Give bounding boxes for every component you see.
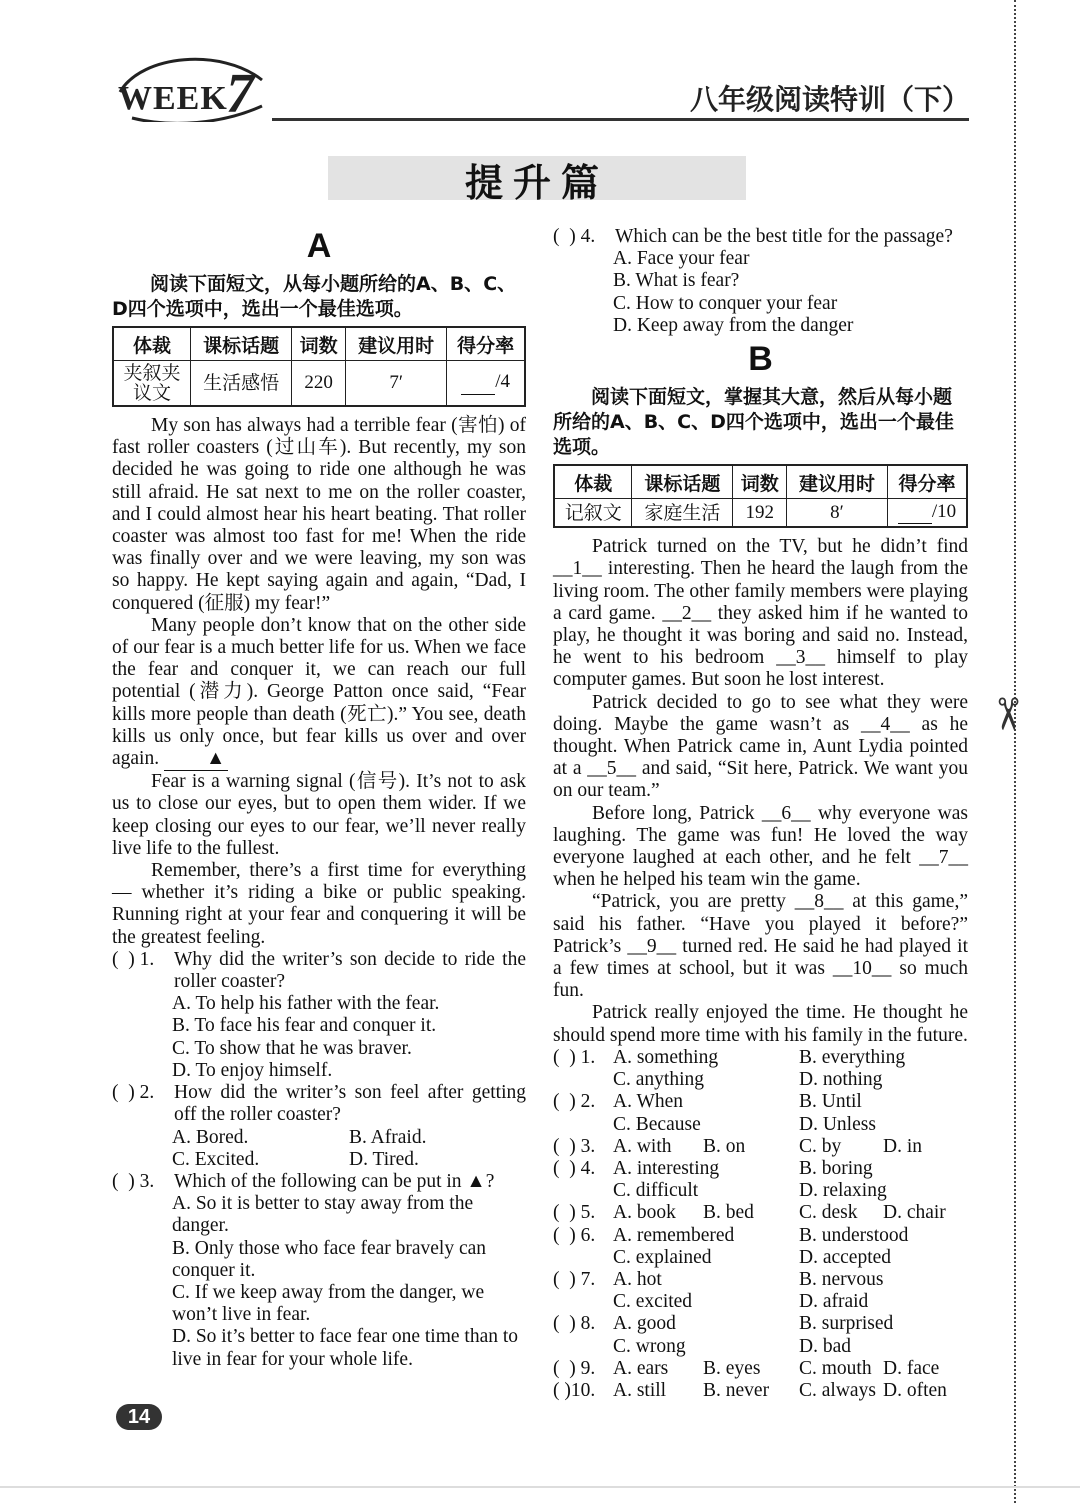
option[interactable]: C. explained	[613, 1246, 712, 1268]
option[interactable]: A. ears	[613, 1357, 669, 1379]
table-header: 得分率	[887, 465, 967, 499]
table-header: 课标话题	[191, 327, 292, 361]
cloze-question	[553, 1047, 968, 1069]
option[interactable]: B. surprised	[799, 1313, 894, 1335]
option[interactable]: D. accepted	[799, 1246, 892, 1268]
option[interactable]: D. Unless	[799, 1113, 876, 1135]
option[interactable]: D. relaxing	[799, 1180, 887, 1202]
option[interactable]: C. mouth	[799, 1357, 872, 1379]
answer-bracket[interactable]: ( ) 9.	[553, 1357, 596, 1379]
question-text: How did the writer’s son feel after getting off the roller coaster?	[174, 1082, 526, 1126]
table-header: 得分率	[447, 327, 525, 361]
answer-bracket[interactable]: ( ) 8.	[553, 1313, 596, 1335]
passage-a-instructions: 阅读下面短文，从每小题所给的A、B、C、D四个选项中，选出一个最佳选项。	[112, 273, 517, 320]
option[interactable]: A. Face your fear	[613, 248, 750, 270]
question-number: 9.	[580, 1357, 596, 1379]
option[interactable]: D. So it’s better to face fear one time than to live in fear for your whole life.	[172, 1326, 519, 1370]
passage-b-info-table	[553, 464, 968, 528]
cloze-question-cont	[553, 1247, 968, 1269]
score-value: /4	[495, 371, 511, 393]
cloze-question	[553, 1202, 968, 1224]
passage-b-paragraph: Patrick decided to go to see what they were doing. Maybe the game wasn’t as __4__ as he thought. When Patrick came in, Aunt Lydia pointed at a __5__ and said, “Sit here, Patrick. We want you on our team.”	[553, 691, 968, 802]
cloze-question-cont	[553, 1114, 968, 1136]
table-cell-genre: 夹叙夹议文	[113, 361, 191, 407]
option[interactable]: A. So it is better to stay away from the danger.	[172, 1193, 474, 1237]
cloze-question	[553, 1269, 968, 1291]
option[interactable]: A. interesting	[613, 1157, 720, 1179]
option[interactable]: C. by	[799, 1135, 842, 1157]
answer-bracket[interactable]: ( ) 5.	[553, 1202, 596, 1224]
option[interactable]: B. nervous	[799, 1268, 884, 1290]
question-4	[553, 226, 968, 248]
table-cell-topic: 生活感悟	[191, 361, 292, 407]
option[interactable]: A. something	[613, 1046, 719, 1068]
week-number: 7	[226, 63, 254, 125]
passage-b-instructions: 阅读下面短文，掌握其大意，然后从每小题所给的A、B、C、D四个选项中，选出一个最佳选项。	[553, 386, 954, 459]
answer-bracket[interactable]: ( ) 1.	[112, 948, 155, 970]
question-number: 7.	[580, 1268, 596, 1290]
option[interactable]: B. Only those who face fear bravely can conquer it.	[172, 1237, 487, 1281]
question-text: Which of the following can be put in ▲?	[174, 1170, 495, 1192]
option[interactable]: A. remembered	[613, 1224, 735, 1246]
cloze-question	[553, 1358, 968, 1380]
series-title: 八年级阅读特训（下）	[689, 83, 970, 116]
option[interactable]: D. afraid	[799, 1291, 869, 1313]
table-header: 建议用时	[346, 327, 447, 361]
answer-bracket[interactable]: ( ) 6.	[553, 1224, 596, 1246]
table-header: 词数	[292, 327, 346, 361]
option[interactable]: B. everything	[799, 1046, 906, 1068]
question-number: 2.	[580, 1091, 596, 1113]
question-text: Why did the writer’s son decide to ride the roller coaster?	[174, 948, 526, 993]
section-title: 提升篇	[464, 161, 609, 205]
option[interactable]: B. eyes	[703, 1357, 761, 1379]
passage-b-paragraph: Patrick really enjoyed the time. He thought he should spend more time with his family in the future.	[553, 1002, 968, 1046]
option[interactable]: C. always	[799, 1379, 876, 1401]
cloze-question-cont	[553, 1336, 968, 1358]
week-label: WEEK	[118, 80, 228, 117]
question-number: 5.	[580, 1202, 596, 1224]
passage-b-heading: B	[748, 340, 773, 379]
cloze-question	[553, 1158, 968, 1180]
table-cell-time: 7′	[346, 361, 447, 407]
question-number: 10.	[570, 1379, 596, 1401]
question-3	[112, 1171, 526, 1193]
option[interactable]: B. Afraid.	[349, 1126, 427, 1148]
table-header: 体裁	[113, 327, 191, 361]
option[interactable]: B. understood	[799, 1224, 909, 1246]
option[interactable]: B. To face his fear and conquer it.	[172, 1015, 437, 1037]
question-number: 1.	[139, 948, 155, 970]
answer-bracket[interactable]: ( ) 4.	[553, 1157, 596, 1179]
cut-line	[1014, 0, 1016, 1503]
answer-bracket[interactable]: ( ) 3.	[112, 1170, 155, 1192]
table-cell-words: 220	[292, 361, 346, 407]
option[interactable]: C. Excited.	[172, 1148, 260, 1170]
table-header: 词数	[733, 465, 787, 499]
cloze-question-cont	[553, 1291, 968, 1313]
answer-bracket[interactable]: ( )10.	[553, 1379, 596, 1401]
cloze-question-cont	[553, 1069, 968, 1091]
table-cell-words: 192	[733, 499, 787, 528]
question-1	[112, 949, 526, 993]
option-row	[172, 1149, 526, 1171]
question-number: 3.	[580, 1135, 596, 1157]
table-header: 课标话题	[632, 465, 733, 499]
option[interactable]: C. wrong	[613, 1335, 686, 1357]
option[interactable]: C. difficult	[613, 1180, 699, 1202]
answer-bracket[interactable]: ( ) 2.	[112, 1082, 155, 1104]
option[interactable]: C. excited	[613, 1291, 693, 1313]
passage-a-paragraph: Fear is a warning signal (信号). It’s not to ask us to close our eyes, but to open them wider. If we keep closing our eyes to our fear, we’ll never really live life to the fullest.	[112, 771, 526, 859]
option[interactable]: A. To help his father with the fear.	[172, 993, 440, 1015]
option[interactable]: D. Keep away from the danger	[613, 314, 854, 336]
footer-rule	[0, 1486, 1080, 1488]
table-header: 体裁	[554, 465, 632, 499]
header-rule	[272, 118, 969, 121]
option[interactable]: D. Tired.	[349, 1148, 419, 1170]
cloze-question	[553, 1136, 968, 1158]
passage-a-paragraph	[112, 615, 526, 771]
option[interactable]: B. Until	[799, 1091, 862, 1113]
option[interactable]: A. good	[613, 1313, 676, 1335]
option[interactable]: D. bad	[799, 1335, 851, 1357]
option[interactable]: A. with	[613, 1135, 672, 1157]
option[interactable]: B. boring	[799, 1157, 873, 1179]
table-header: 建议用时	[787, 465, 888, 499]
option[interactable]: D. chair	[883, 1202, 946, 1224]
passage-a	[112, 228, 526, 1371]
option[interactable]: D. in	[883, 1135, 922, 1157]
table-cell-topic: 家庭生活	[632, 499, 733, 528]
question-2	[112, 1082, 526, 1126]
option[interactable]: C. anything	[613, 1069, 704, 1091]
question-number: 4.	[580, 1157, 596, 1179]
passage-b-paragraph: Before long, Patrick __6__ why everyone was laughing. The game was fun! He loved the way everyone laughed at each other, and he felt __7__ when he helped his team win the game.	[553, 802, 968, 891]
question-text: Which can be the best title for the passage?	[615, 226, 953, 247]
cloze-question	[553, 1313, 968, 1335]
score-value: /10	[931, 501, 957, 523]
cloze-question	[553, 1091, 968, 1113]
option[interactable]: C. If we keep away from the danger, we won’t live in fear.	[172, 1281, 485, 1326]
page-number: 14	[116, 1404, 162, 1430]
question-number: 8.	[580, 1313, 596, 1335]
option[interactable]: C. To show that he was braver.	[172, 1037, 412, 1059]
option[interactable]: A. When	[613, 1091, 684, 1113]
paragraph-text: Many people don’t know that on the other side of our fear is a much better life for us. When we face the fear and conquer it, we can reach our full potential (潜力). George Patton once said, “Fear kills more people than death (死亡).” You see, death kills us only once, but fear kills us over and over again.	[112, 614, 526, 770]
question-number: 4.	[580, 226, 596, 247]
answer-bracket[interactable]: ( ) 4.	[553, 226, 596, 247]
option[interactable]: B. never	[703, 1379, 770, 1401]
option[interactable]: B. What is fear?	[613, 270, 740, 292]
answer-bracket[interactable]: ( ) 2.	[553, 1091, 596, 1113]
passage-b-paragraph: Patrick turned on the TV, but he didn’t find __1__ interesting. Then he heard the laugh from the living room. The other family members were playing a card game. __2__ they asked him if he wanted to play, he thought it was boring and said no. Instead, he went to his bedroom __3__ himself to play computer games. But soon he lost interest.	[553, 536, 968, 691]
option[interactable]: D. nothing	[799, 1069, 883, 1091]
scissors-icon: ✂	[982, 695, 1032, 733]
passage-a-heading: A	[306, 227, 332, 265]
option[interactable]: D. To enjoy himself.	[172, 1059, 333, 1081]
option[interactable]: D. often	[883, 1379, 947, 1401]
answer-bracket[interactable]: ( ) 3.	[553, 1135, 596, 1157]
blank-marker[interactable]: ▲	[164, 748, 228, 771]
question-number: 3.	[139, 1170, 155, 1192]
option[interactable]: A. book	[613, 1202, 676, 1224]
passage-a-paragraph: My son has always had a terrible fear (害怕) of fast roller coasters (过山车). But recently, my son decided he was going to ride one although he was still afraid. He sat next to me on the roller coaster, and I could almost hear his heart beating. That roller coaster was almost too fast for me! When the ride was finally over and we were leaving, my son was so happy. He kept saying again and again, “Dad, I conquered (征服) my fear!”	[112, 415, 526, 614]
option[interactable]: A. hot	[613, 1268, 662, 1290]
option[interactable]: B. bed	[703, 1202, 754, 1224]
cloze-question	[553, 1225, 968, 1247]
question-number: 6.	[580, 1224, 596, 1246]
option[interactable]: A. still	[613, 1379, 667, 1401]
answer-bracket[interactable]: ( ) 1.	[553, 1046, 596, 1068]
option[interactable]: A. Bored.	[172, 1126, 249, 1148]
option[interactable]: C. How to conquer your fear	[613, 292, 838, 314]
cloze-question-cont	[553, 1180, 968, 1202]
answer-bracket[interactable]: ( ) 7.	[553, 1268, 596, 1290]
question-number: 2.	[139, 1082, 155, 1104]
table-cell-score	[447, 361, 525, 407]
passage-b-paragraph: “Patrick, you are pretty __8__ at this game,” said his father. “Have you played it before?” Patrick’s __9__ turned red. He said he had played it a few times at school, but it was __10__ so much fun.	[553, 891, 968, 1002]
table-cell-score	[887, 499, 967, 528]
cloze-question	[553, 1380, 968, 1402]
right-column	[553, 226, 968, 1402]
passage-a-info-table	[112, 326, 526, 407]
option[interactable]: D. face	[883, 1357, 940, 1379]
passage-a-paragraph: Remember, there’s a first time for everything — whether it’s riding a bike or public speaking. Running right at your fear and conquering it will be the greatest feeling.	[112, 860, 526, 948]
table-cell-genre: 记叙文	[554, 499, 632, 528]
option[interactable]: C. desk	[799, 1202, 858, 1224]
question-number: 1.	[580, 1046, 596, 1068]
option[interactable]: B. on	[703, 1135, 746, 1157]
option[interactable]: C. Because	[613, 1113, 701, 1135]
table-cell-time: 8′	[787, 499, 888, 528]
option-row	[172, 1127, 526, 1149]
